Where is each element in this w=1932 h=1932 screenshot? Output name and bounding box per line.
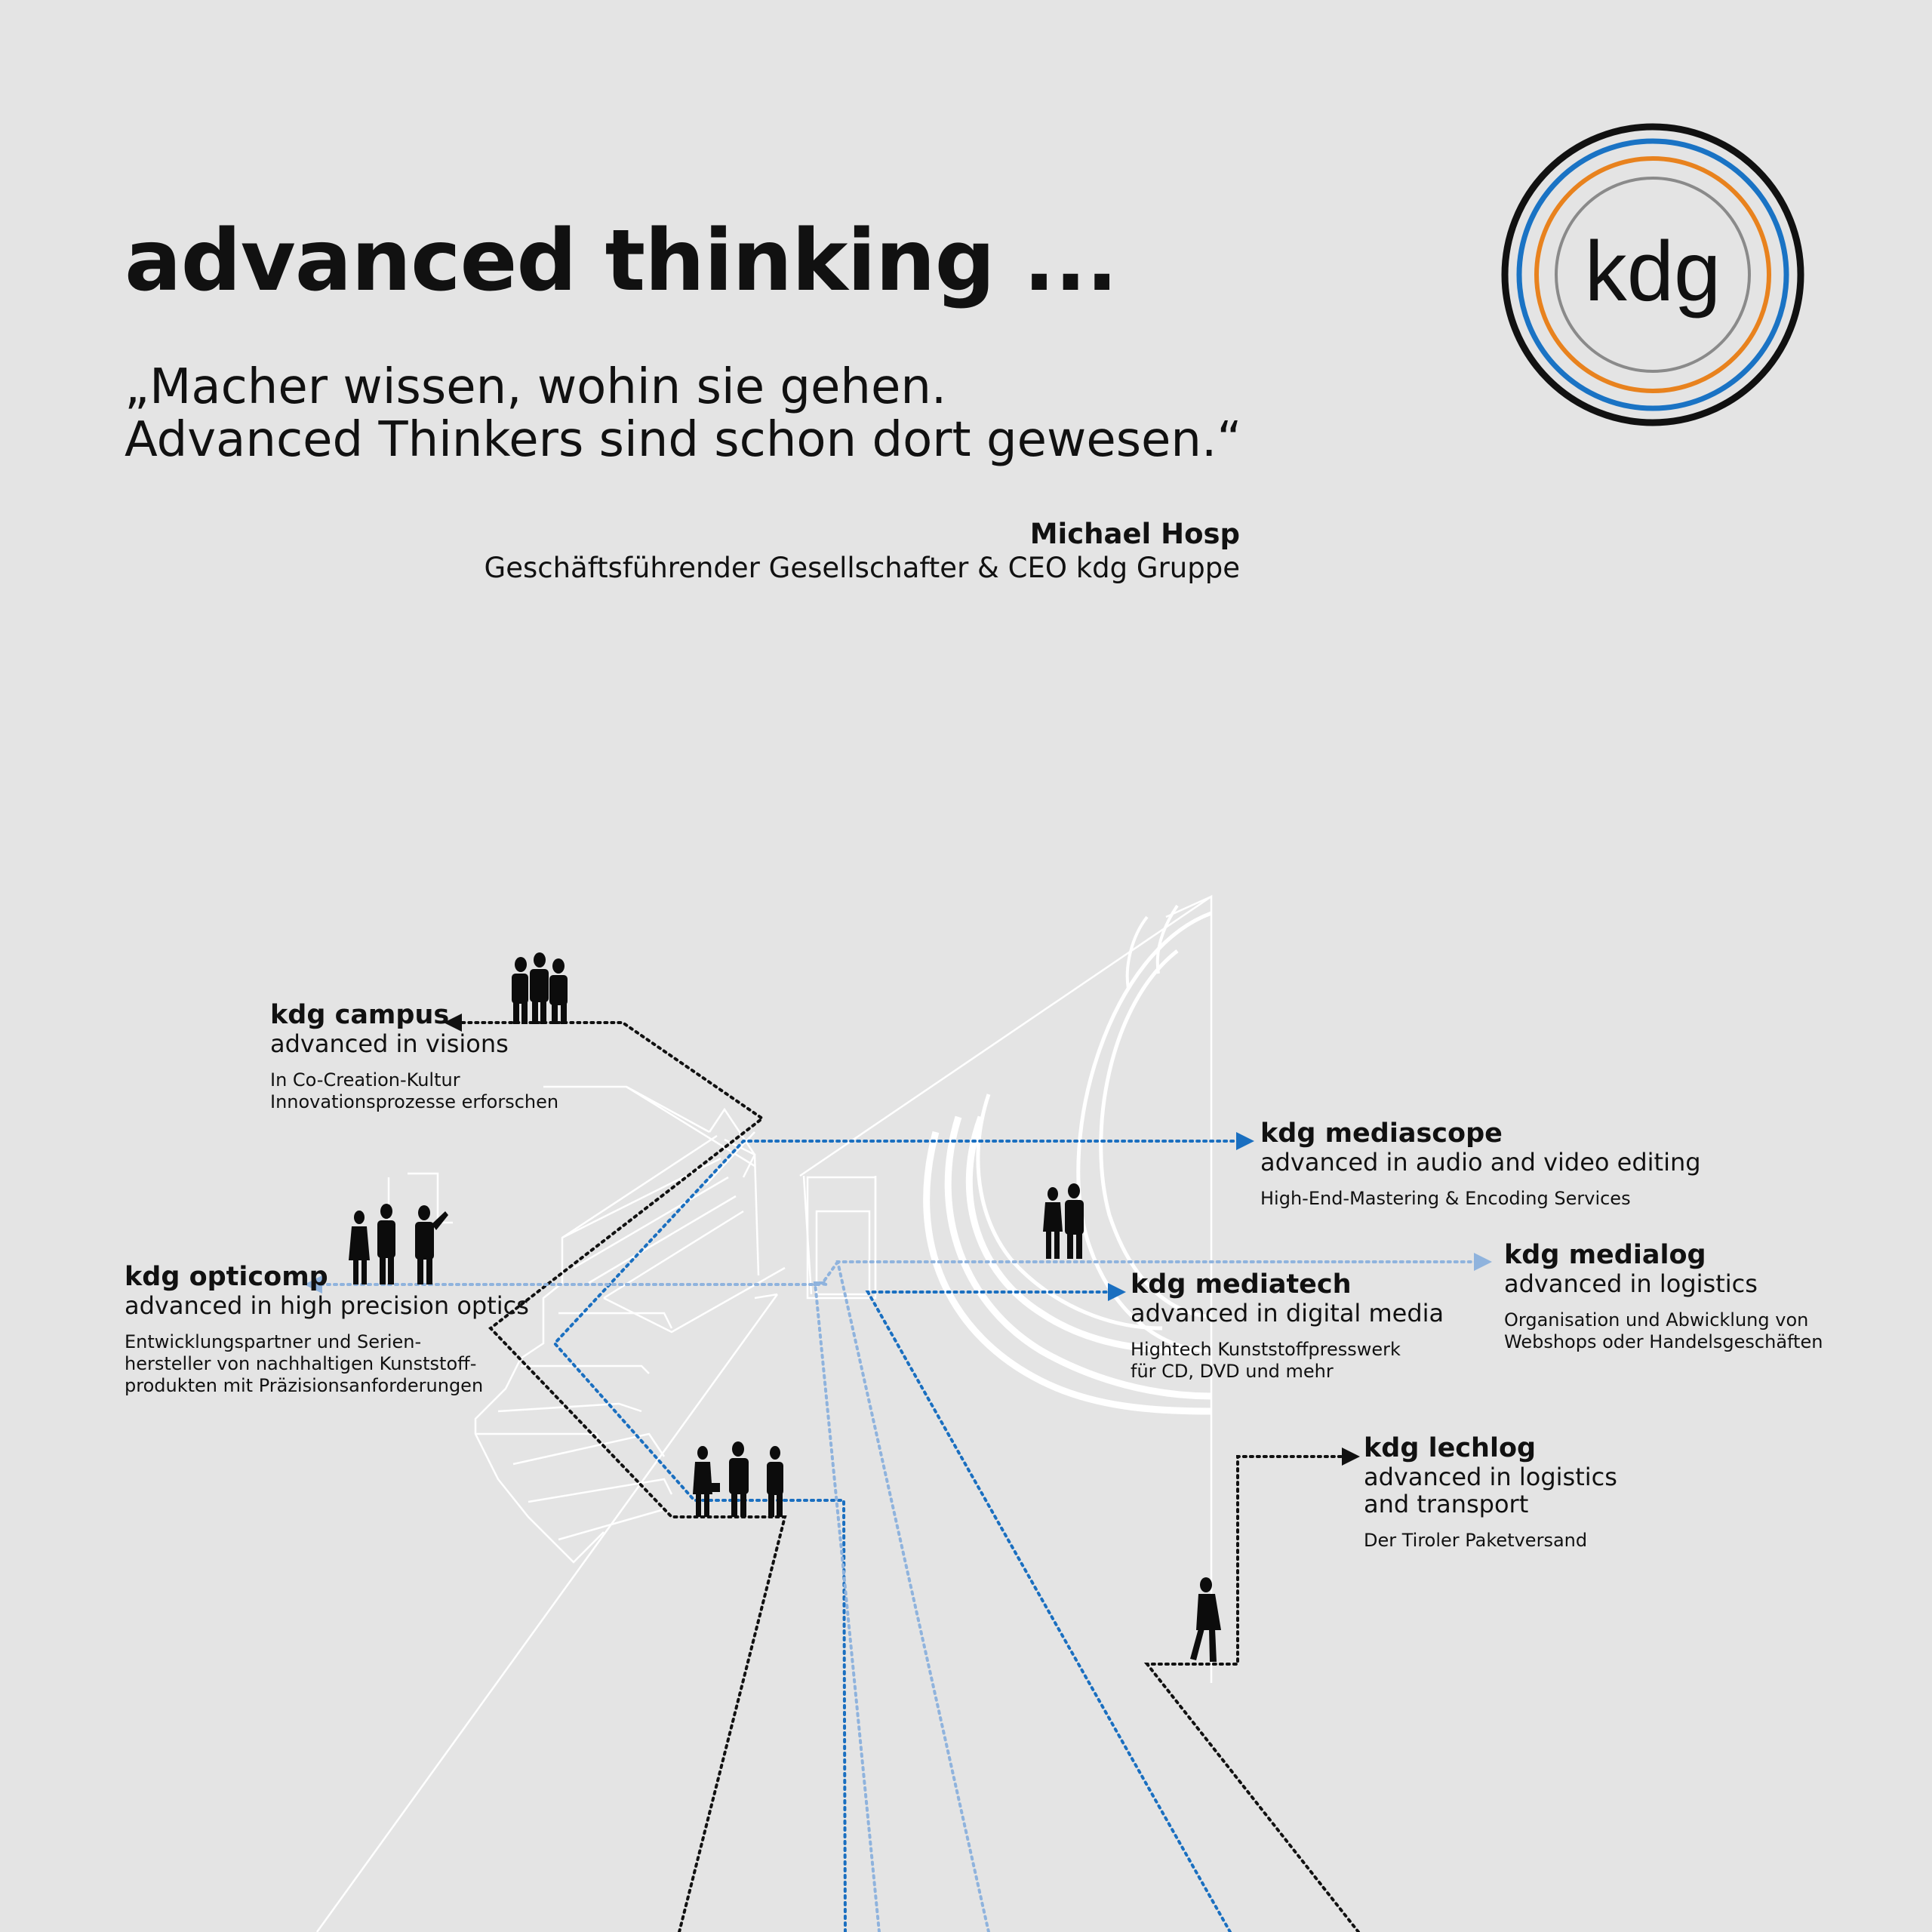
author-role: Geschäftsführender Gesellschafter & CEO kdg Gruppe [484, 552, 1240, 584]
quote-line-1: „Macher wissen, wohin sie gehen. [125, 359, 947, 415]
desc-line: für CD, DVD und mehr [1131, 1361, 1334, 1382]
path-lechlog [1147, 1457, 1358, 1932]
black-dotted-paths [453, 1023, 1358, 1932]
callout-campus [270, 1000, 558, 1113]
callout-subtitle: advanced in visions [270, 1029, 509, 1058]
person-walking [1190, 1577, 1221, 1662]
callout-subtitle: advanced in high precision optics [125, 1291, 529, 1320]
desc-line: produkten mit Präzisionsanforderungen [125, 1375, 484, 1396]
author-block [485, 518, 1240, 586]
callout-subtitle: and transport [1364, 1490, 1529, 1518]
path-mediascope [555, 1141, 1245, 1932]
headline: advanced thinking ... [125, 212, 1118, 310]
callout-title: kdg campus [270, 1000, 450, 1030]
callout-description [1260, 1188, 1701, 1210]
callout-title: kdg medialog [1504, 1240, 1706, 1270]
desc-line: Webshops oder Handelsgeschäften [1504, 1331, 1823, 1352]
callout-subtitle: advanced in logistics [1364, 1463, 1617, 1491]
desc-line: Organisation und Abwicklung von [1504, 1309, 1809, 1331]
callout-medialog [1504, 1240, 1823, 1353]
desc-line: In Co-Creation-Kultur [270, 1069, 460, 1091]
callout-description [270, 1069, 558, 1113]
quote [125, 361, 1241, 466]
callout-subtitle: advanced in digital media [1131, 1299, 1444, 1327]
callout-lechlog [1364, 1433, 1617, 1552]
desc-line: Entwicklungspartner und Serien- [125, 1331, 422, 1352]
kdg-logo [1500, 122, 1805, 427]
callout-description [1364, 1530, 1617, 1552]
blue-dotted-paths [555, 1141, 1245, 1932]
callout-mediascope [1260, 1118, 1701, 1210]
desc-line: Hightech Kunststoffpresswerk [1131, 1339, 1401, 1360]
callout-description [1131, 1339, 1444, 1383]
callout-opticomp [125, 1262, 529, 1397]
logo-text: kdg [1584, 224, 1721, 318]
callout-mediatech [1131, 1269, 1444, 1383]
callout-title: kdg mediascope [1260, 1118, 1503, 1149]
callout-title: kdg lechlog [1364, 1433, 1537, 1463]
callout-description [1504, 1309, 1823, 1353]
quote-line-2: Advanced Thinkers sind schon dort gewesen.“ [125, 412, 1242, 468]
people-group-center [693, 1441, 783, 1517]
callout-subtitle: advanced in logistics [1504, 1269, 1758, 1298]
callout-title: kdg mediatech [1131, 1269, 1352, 1300]
author-name: Michael Hosp [1029, 518, 1240, 550]
callout-subtitle: advanced in audio and video editing [1260, 1148, 1701, 1177]
desc-line: Der Tiroler Paketversand [1364, 1530, 1588, 1551]
people-group-mediascope [1043, 1183, 1084, 1259]
desc-line: hersteller von nachhaltigen Kunststoff- [125, 1353, 477, 1374]
desc-line: Innovationsprozesse erforschen [270, 1091, 559, 1112]
callout-title: kdg opticomp [125, 1262, 328, 1292]
callout-description [125, 1331, 529, 1397]
desc-line: High-End-Mastering & Encoding Services [1260, 1188, 1631, 1209]
